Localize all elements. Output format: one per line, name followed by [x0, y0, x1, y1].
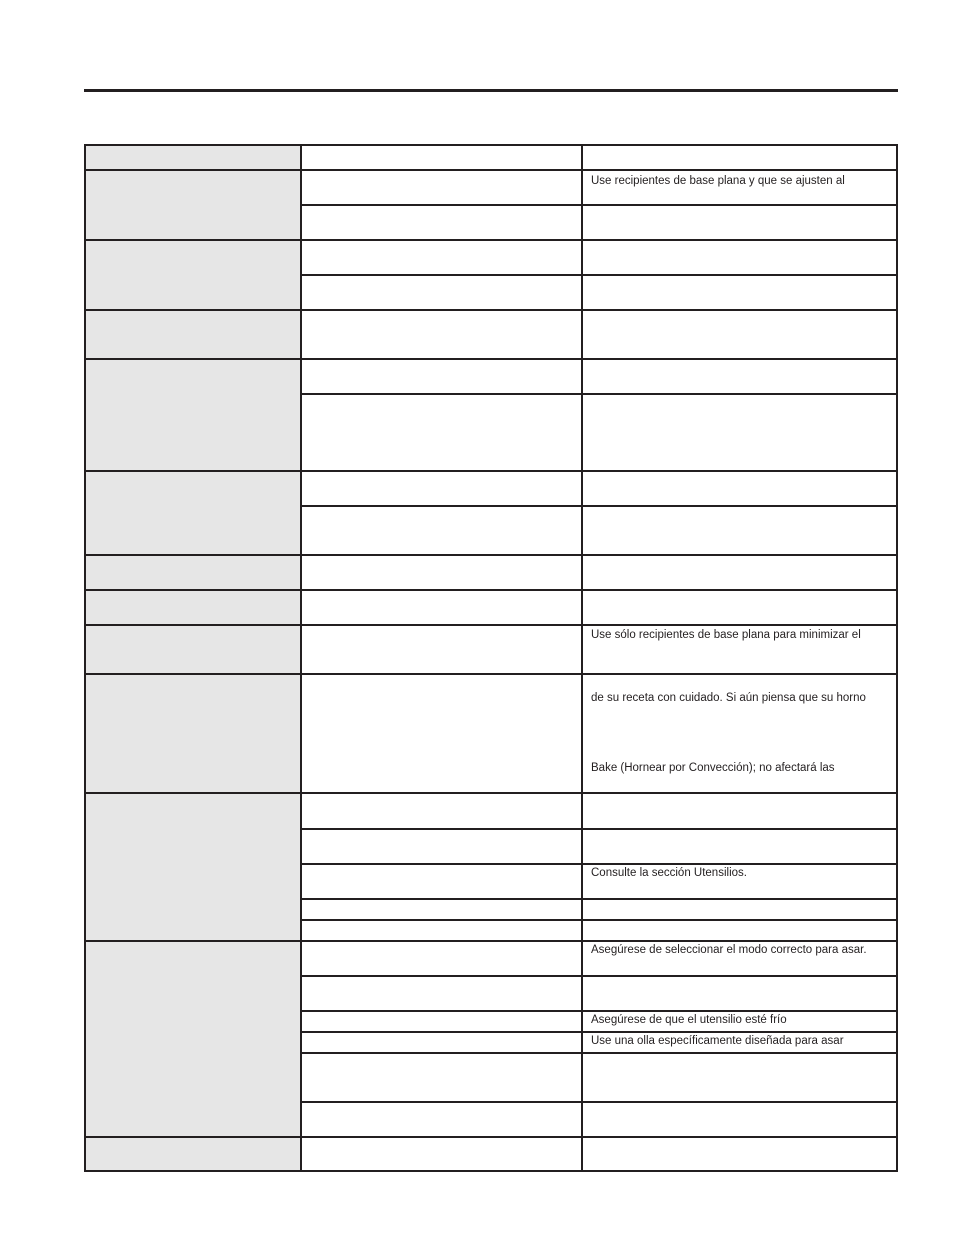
cause-divider — [300, 975, 898, 977]
solution-text: Asegúrese de que el utensilio esté frío — [591, 1014, 787, 1026]
cause-divider — [300, 863, 898, 865]
solution-text: Asegúrese de seleccionar el modo correcto para asar. — [591, 944, 867, 956]
cause-divider — [300, 898, 898, 900]
top-rule — [84, 89, 898, 92]
row-divider — [86, 673, 898, 675]
column-divider — [300, 146, 302, 1172]
row-divider — [86, 589, 898, 591]
cause-divider — [300, 1101, 898, 1103]
cause-divider — [300, 505, 898, 507]
cause-divider — [300, 1031, 898, 1033]
row-divider — [86, 358, 898, 360]
solution-text: Use sólo recipientes de base plana para minimizar el — [591, 629, 861, 641]
cause-divider — [300, 919, 898, 921]
row-divider — [86, 1136, 898, 1138]
row-divider — [86, 624, 898, 626]
row-divider — [86, 940, 898, 942]
solution-text: Bake (Hornear por Convección); no afectará las — [591, 762, 835, 774]
solution-text: Use recipientes de base plana y que se ajusten al — [591, 175, 845, 187]
row-divider — [86, 554, 898, 556]
solution-text: de su receta con cuidado. Si aún piensa que su horno — [591, 692, 866, 704]
row-divider — [86, 169, 898, 171]
row-divider — [86, 470, 898, 472]
row-divider — [86, 239, 898, 241]
cause-divider — [300, 274, 898, 276]
cause-divider — [300, 828, 898, 830]
problem-column — [86, 146, 300, 1170]
column-divider — [581, 146, 583, 1172]
cause-divider — [300, 1010, 898, 1012]
row-divider — [86, 309, 898, 311]
solution-text: Use una olla específicamente diseñada para asar — [591, 1035, 844, 1047]
row-divider — [86, 792, 898, 794]
cause-divider — [300, 1052, 898, 1054]
solution-text: Consulte la sección Utensilios. — [591, 867, 747, 879]
cause-divider — [300, 393, 898, 395]
cause-divider — [300, 204, 898, 206]
